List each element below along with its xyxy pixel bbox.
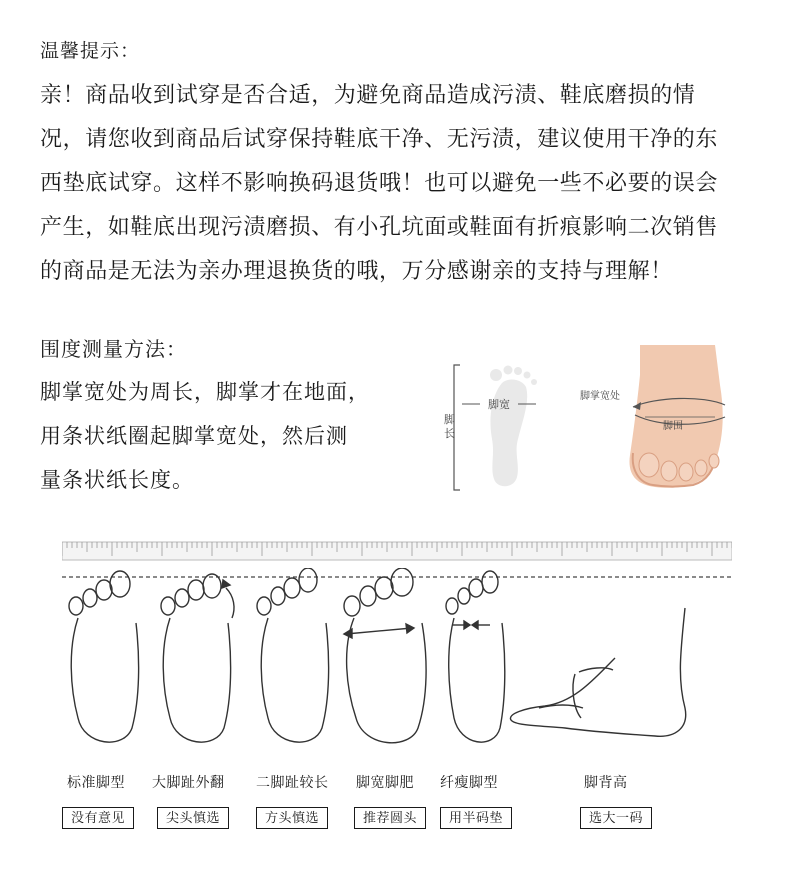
foot-length-label-2: 长 bbox=[444, 427, 455, 440]
foot-type-label: 脚宽脚肥 bbox=[356, 775, 414, 791]
foot-standard bbox=[69, 571, 139, 742]
notice-line: 产生，如鞋底出现污渍磨损、有小孔坑面或鞋面有折痕影响二次销售 bbox=[40, 215, 719, 240]
foot-length-label-1: 脚 bbox=[444, 413, 455, 426]
foot-type-label: 脚背高 bbox=[584, 775, 628, 791]
foot-wide bbox=[344, 568, 426, 743]
foot-type-advice: 用半码垫 bbox=[440, 807, 512, 829]
foot-photo-diagram bbox=[575, 345, 740, 495]
foot-type-advice: 选大一码 bbox=[580, 807, 652, 829]
method-line: 脚掌宽处为周长，脚掌才在地面， bbox=[40, 380, 370, 404]
foot-type-label: 纤瘦脚型 bbox=[440, 775, 498, 791]
foot-width-label: 脚宽 bbox=[488, 398, 510, 411]
method-line: 量条状纸长度。 bbox=[40, 468, 194, 492]
foot-type-label: 标准脚型 bbox=[67, 775, 125, 791]
method-title: 围度测量方法： bbox=[40, 337, 187, 361]
notice-line: 西垫底试穿。这样不影响换码退货哦！也可以避免一些不必要的误会 bbox=[40, 171, 719, 196]
foot-hallux-valgus bbox=[161, 574, 234, 742]
notice-body bbox=[40, 74, 752, 294]
foot-outline-diagram bbox=[440, 355, 590, 495]
foot-type-advice: 推荐圆头 bbox=[354, 807, 426, 829]
notice-line: 况，请您收到商品后试穿保持鞋底干净、无污渍，建议使用干净的东 bbox=[40, 127, 719, 152]
notice-line: 亲！商品收到试穿是否合适，为避免商品造成污渍、鞋底磨损的情 bbox=[40, 83, 696, 108]
notice-line: 的商品是无法为亲办理退换货的哦，万分感谢亲的支持与理解！ bbox=[40, 259, 673, 284]
photo-width-label: 脚掌宽处 bbox=[580, 391, 620, 402]
foot-type-label: 二脚趾较长 bbox=[256, 775, 329, 791]
foot-high-instep bbox=[510, 608, 685, 736]
photo-girth-label: 脚围 bbox=[663, 421, 683, 432]
foot-slim bbox=[446, 571, 505, 742]
foot-long-second-toe bbox=[257, 568, 329, 742]
foot-type-advice: 方头慎选 bbox=[256, 807, 328, 829]
method-body bbox=[40, 370, 370, 502]
foot-type-advice: 没有意见 bbox=[62, 807, 134, 829]
foot-types-illustration bbox=[60, 568, 750, 758]
foot-type-advice: 尖头慎选 bbox=[157, 807, 229, 829]
method-line: 用条状纸圈起脚掌宽处，然后测 bbox=[40, 424, 348, 448]
foot-type-label: 大脚趾外翻 bbox=[152, 775, 225, 791]
notice-title: 温馨提示： bbox=[40, 40, 141, 62]
